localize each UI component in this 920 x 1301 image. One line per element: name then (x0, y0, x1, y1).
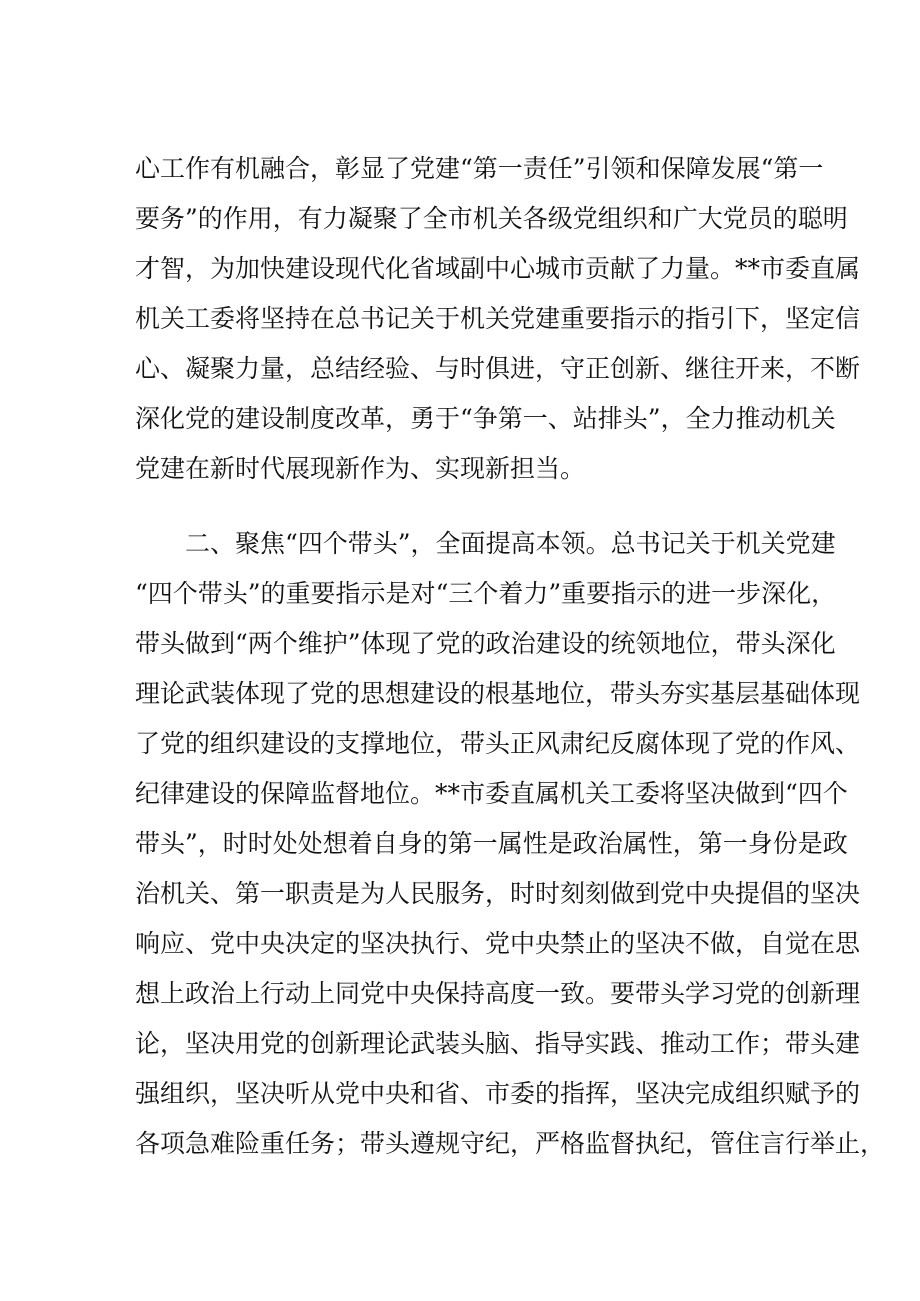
text-line: 论，坚决用党的创新理论武装头脑、指导实践、推动工作；带头建 (135, 1029, 861, 1058)
text-line: 机关工委将坚持在总书记关于机关党建重要指示的指引下，坚定信 (135, 304, 861, 333)
text-line: 想上政治上行动上同党中央保持高度一致。要带头学习党的创新理 (135, 979, 861, 1008)
text-line: 带头做到“两个维护”体现了党的政治建设的统领地位，带头深化 (135, 629, 836, 658)
text-line: 心工作有机融合，彰显了党建“第一责任”引领和保障发展“第一 (135, 154, 824, 183)
text-line: 带头”，时时处处想着自身的第一属性是政治属性，第一身份是政 (135, 829, 848, 858)
text-line: 心、凝聚力量，总结经验、与时俱进，守正创新、继往开来，不断 (135, 354, 861, 383)
text-line: 深化党的建设制度改革，勇于“争第一、站排头”，全力推动机关 (135, 404, 836, 433)
text-line: “四个带头”的重要指示是对“三个着力”重要指示的进一步深化， (135, 579, 837, 608)
text-line: 治机关、第一职责是为人民服务，时时刻刻做到党中央提倡的坚决 (135, 879, 861, 908)
text-line: 了党的组织建设的支撑地位，带头正风肃纪反腐体现了党的作风、 (135, 729, 861, 758)
text-line: 党建在新时代展现新作为、实现新担当。 (135, 454, 586, 483)
text-line: 理论武装体现了党的思想建设的根基地位，带头夯实基层基础体现 (135, 679, 861, 708)
text-line: 二、聚焦“四个带头”，全面提高本领。总书记关于机关党建 (185, 529, 836, 558)
text-line: 强组织，坚决听从党中央和省、市委的指挥，坚决完成组织赋予的 (135, 1079, 861, 1108)
text-line: 才智，为加快建设现代化省域副中心城市贡献了力量。**市委直属 (135, 254, 861, 283)
text-line: 响应、党中央决定的坚决执行、党中央禁止的坚决不做，自觉在思 (135, 929, 861, 958)
text-line: 要务”的作用，有力凝聚了全市机关各级党组织和广大党员的聪明 (135, 204, 848, 233)
text-line: 纪律建设的保障监督地位。**市委直属机关工委将坚决做到“四个 (135, 779, 848, 808)
text-line: 各项急难险重任务；带头遵规守纪，严格监督执纪，管住言行举止， (135, 1129, 886, 1158)
